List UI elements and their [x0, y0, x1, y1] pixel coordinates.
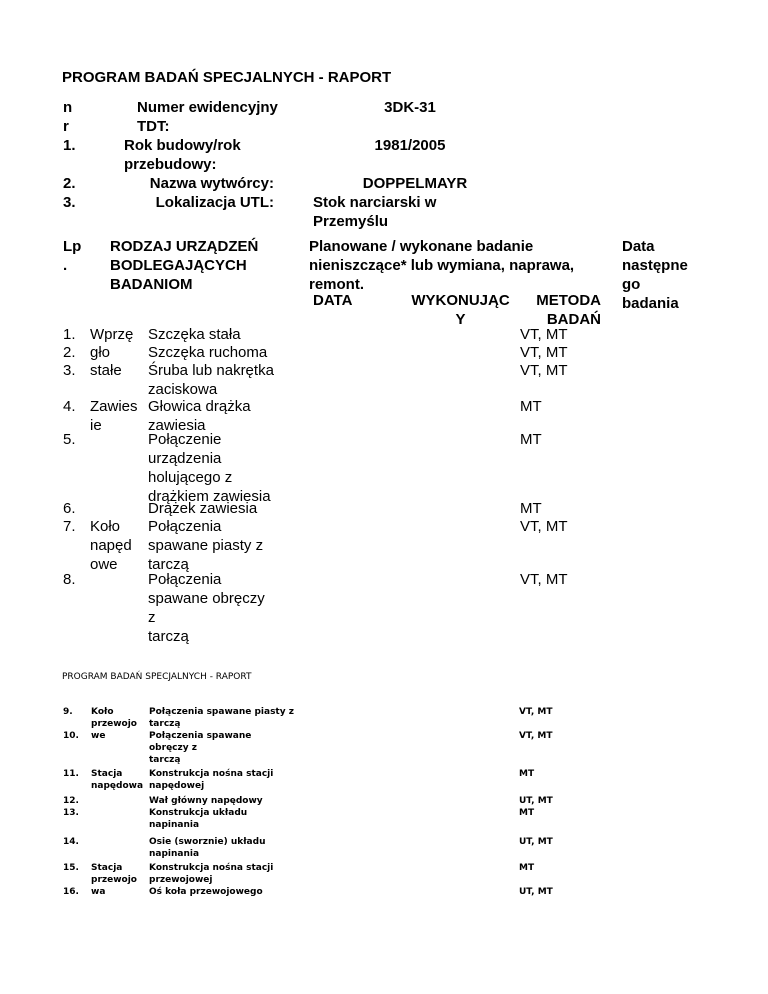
row-method: VT, MT	[520, 326, 568, 343]
row-group: Koło przewojo	[91, 707, 137, 729]
row-group: Stacja napędowa	[91, 769, 144, 791]
row-item: Drążek zawiesia	[148, 500, 258, 517]
row-number: 10.	[63, 731, 79, 741]
row-group: gło	[90, 344, 111, 361]
row-method: UT, MT	[519, 837, 553, 847]
row-item: Konstrukcja nośna stacji przewojowej	[149, 863, 274, 885]
row-item: Połączenie urządzenia holującego z drążkiem zawiesia	[148, 431, 271, 505]
row-number: 14.	[63, 837, 79, 847]
row-item: Połączenia spawane obręczy z tarczą	[149, 731, 252, 765]
row-group: stałe	[90, 362, 122, 379]
row-item: Śruba lub nakrętka zaciskowa	[148, 362, 274, 398]
row-method: VT, MT	[520, 518, 568, 535]
row-number: 11.	[63, 769, 79, 779]
row-group: we	[91, 731, 106, 741]
row-method: VT, MT	[519, 707, 553, 717]
row-number: 12.	[63, 796, 79, 806]
row-method: VT, MT	[519, 731, 553, 741]
row-number: 5.	[63, 431, 76, 448]
row-method: MT	[519, 808, 535, 818]
row-number: 13.	[63, 808, 79, 818]
header-data: DATA	[313, 292, 353, 309]
label-numer-ewidencyjny: Numer ewidencyjny TDT:	[137, 99, 278, 135]
row-number: 2.	[63, 344, 76, 361]
row-item: Wał główny napędowy	[149, 796, 263, 806]
row-number: 7.	[63, 518, 76, 535]
label-lokalizacja: Lokalizacja UTL:	[155, 194, 274, 211]
header-planowane-badanie: Planowane / wykonane badanie nieniszczące* lub wymiana, naprawa, remont.	[309, 238, 575, 293]
row-number: 15.	[63, 863, 79, 873]
row-method: UT, MT	[519, 887, 553, 897]
nr-label: n r	[63, 99, 73, 135]
row-item: Głowica drążka zawiesia	[148, 398, 251, 434]
row-item: Szczęka ruchoma	[148, 344, 268, 361]
row-group: Stacja przewojo	[91, 863, 137, 885]
value-rok-budowy: 1981/2005	[374, 137, 446, 154]
row-number: 8.	[63, 571, 76, 588]
header-lp: Lp .	[63, 238, 82, 274]
row-method: VT, MT	[520, 344, 568, 361]
row-item: Osie (sworznie) układu napinania	[149, 837, 266, 859]
info-number-3: 3.	[63, 194, 76, 211]
header-wykonujacy: WYKONUJĄC Y	[411, 292, 510, 328]
header-rodzaj-urzadzen: RODZAJ URZĄDZEŃ BODLEGAJĄCYCH BADANIOM	[110, 238, 259, 293]
row-number: 1.	[63, 326, 76, 343]
label-nazwa-wytworcy: Nazwa wytwórcy:	[149, 175, 274, 192]
row-method: UT, MT	[519, 796, 553, 806]
row-number: 9.	[63, 707, 73, 717]
row-item: Konstrukcja nośna stacji napędowej	[149, 769, 274, 791]
row-group: Wprzę	[90, 326, 134, 343]
row-method: VT, MT	[520, 571, 568, 588]
row-item: Połączenia spawane piasty z tarczą	[148, 518, 264, 573]
row-item: Połączenia spawane obręczy z tarczą	[148, 571, 265, 645]
value-numer-ewidencyjny: 3DK-31	[384, 99, 436, 116]
row-method: VT, MT	[520, 362, 568, 379]
row-number: 6.	[63, 500, 76, 517]
row-group: Zawies ie	[90, 398, 138, 434]
row-method: MT	[520, 431, 542, 448]
header-metoda-badan: METODA BADAŃ	[536, 292, 601, 328]
info-number-1: 1.	[63, 137, 76, 154]
row-method: MT	[520, 398, 542, 415]
section-title-small: PROGRAM BADAŃ SPECJALNYCH - RAPORT	[62, 672, 252, 682]
row-group: Koło napęd owe	[90, 518, 132, 573]
row-number: 16.	[63, 887, 79, 897]
value-lokalizacja: Stok narciarski w Przemyślu	[313, 194, 437, 230]
label-rok-budowy: Rok budowy/rok przebudowy:	[124, 137, 241, 173]
row-method: MT	[519, 769, 535, 779]
row-number: 3.	[63, 362, 76, 379]
row-method: MT	[520, 500, 542, 517]
page-title: PROGRAM BADAŃ SPECJALNYCH - RAPORT	[62, 69, 392, 86]
header-data-nastepnego-badania: Data następne go badania	[622, 238, 688, 312]
row-number: 4.	[63, 398, 76, 415]
row-item: Szczęka stała	[148, 326, 241, 343]
row-group: wa	[91, 887, 106, 897]
row-item: Oś koła przewojowego	[149, 887, 263, 897]
row-method: MT	[519, 863, 535, 873]
row-item: Połączenia spawane piasty z tarczą	[149, 707, 294, 729]
value-wytworca: DOPPELMAYR	[362, 175, 468, 192]
info-number-2: 2.	[63, 175, 76, 192]
row-item: Konstrukcja układu napinania	[149, 808, 248, 830]
